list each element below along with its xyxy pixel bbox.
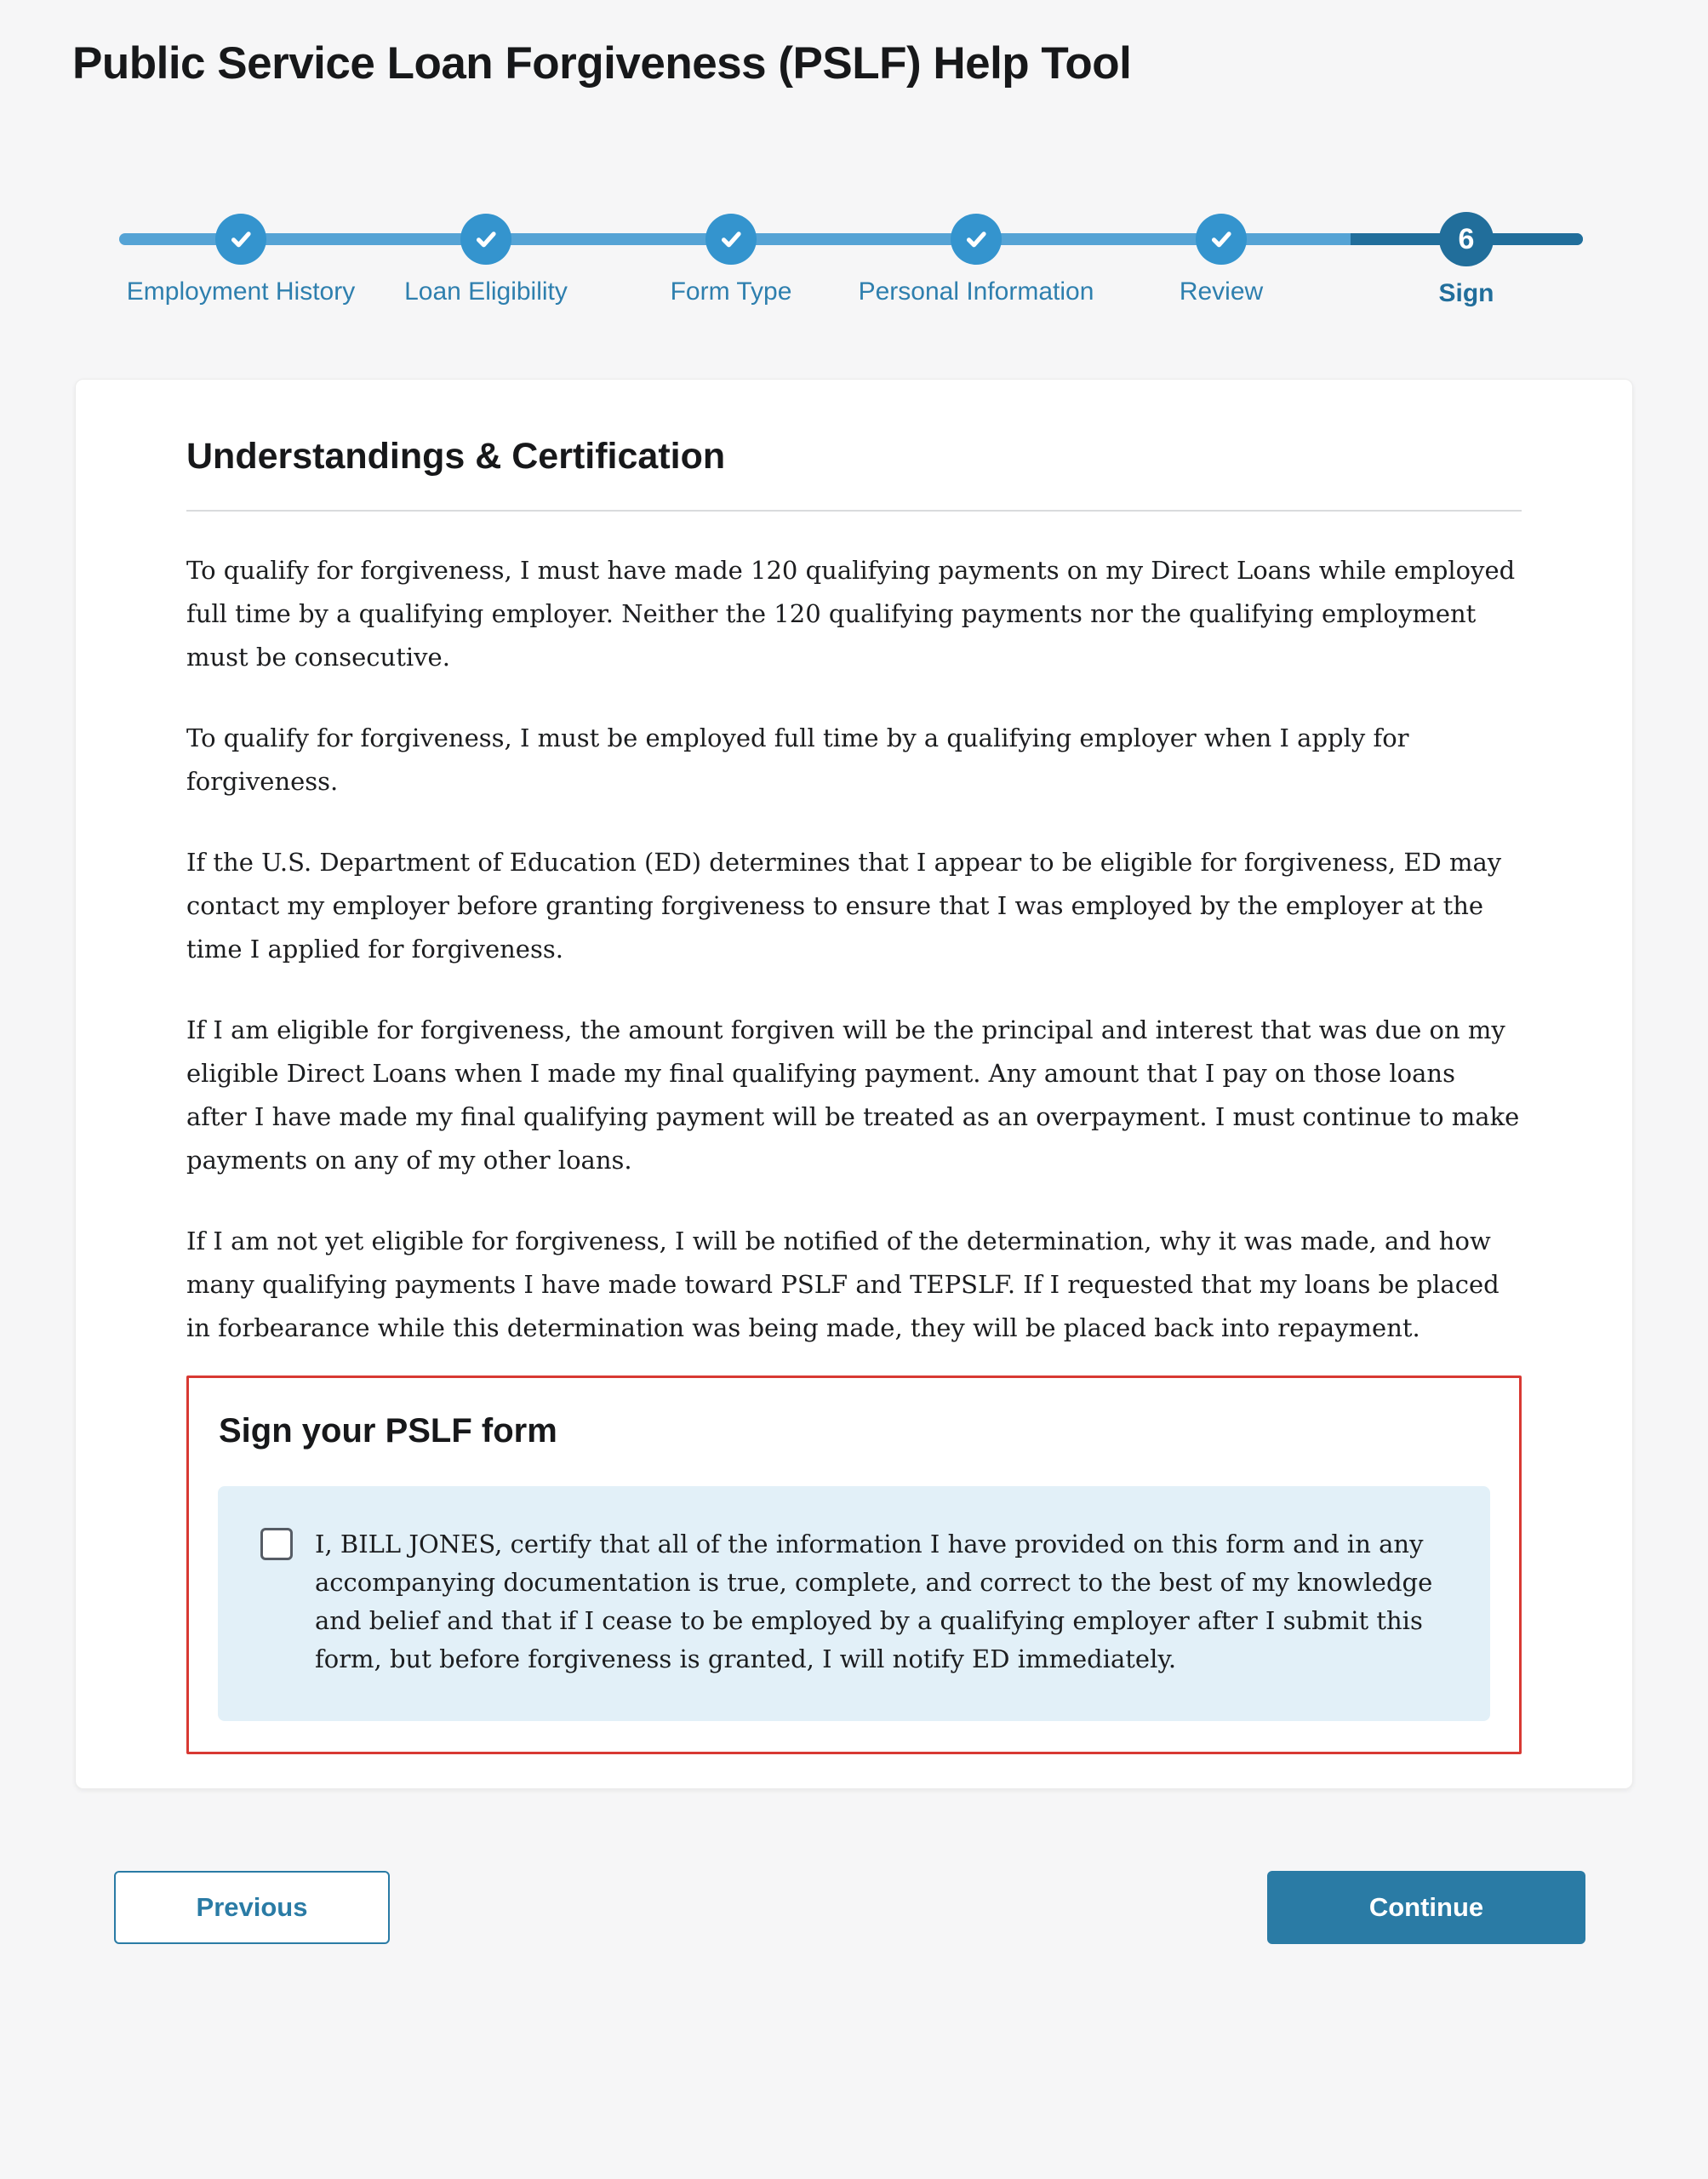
step-current-circle	[1439, 212, 1494, 266]
sign-form-section	[186, 1375, 1522, 1754]
step-complete-circle	[215, 214, 266, 265]
certify-checkbox-label: I, BILL JONES, certify that all of the information I have provided on this form and in any accompanying documentation is true, complete, and correct to the best of my knowledge and belief and that if I cease to be employed by a qualifying employer after I submit this form, but before forgiveness is granted, I will notify ED immediately.	[315, 1530, 1433, 1673]
section-divider	[186, 510, 1522, 512]
certify-checkbox[interactable]	[260, 1528, 293, 1560]
section-heading: Understandings & Certification	[186, 436, 726, 477]
progress-stepper	[75, 214, 1633, 311]
check-icon	[226, 225, 255, 254]
understanding-paragraph: If I am not yet eligible for forgiveness, I will be notified of the determination, why it was made, and how many qualifying payments I have made toward PSLF and TEPSLF. If I requested that my loans be placed in forbearance while this determination was being made, they will be placed back into repayment.	[186, 1227, 1499, 1342]
understanding-paragraph: To qualify for forgiveness, I must have made 120 qualifying payments on my Direct Loans while employed full time by a qualifying employer. Neither the 120 qualifying payments nor the qualifying employment must be consecutive.	[186, 556, 1516, 672]
understanding-paragraph: If the U.S. Department of Education (ED) determines that I appear to be eligible for forgiveness, ED may contact my employer before granting forgiveness to ensure that I was employed by the employer at the time I applied for forgiveness.	[186, 848, 1502, 964]
step-label: Personal Information	[858, 277, 1094, 306]
understanding-paragraph: To qualify for forgiveness, I must be employed full time by a qualifying employer when I apply for forgiveness.	[186, 723, 1409, 796]
check-icon	[962, 225, 991, 254]
step-number: 6	[1458, 222, 1475, 255]
check-icon	[717, 225, 745, 254]
step-label: Loan Eligibility	[404, 277, 568, 306]
step-complete-circle	[705, 214, 757, 265]
step-complete-circle	[1196, 214, 1247, 265]
content-card	[75, 379, 1633, 1789]
understanding-paragraph: If I am eligible for forgiveness, the amount forgiven will be the principal and interest that was due on my eligible Direct Loans when I made my final qualifying payment. Any amount that I pay on those loans after I have made my final qualifying payment will be treated as an overpayment. I must continue to make payments on any of my other loans.	[186, 1015, 1520, 1175]
continue-button[interactable]: Continue	[1267, 1871, 1585, 1944]
previous-button[interactable]: Previous	[114, 1871, 390, 1944]
check-icon	[471, 225, 500, 254]
step-complete-circle	[460, 214, 511, 265]
check-icon	[1207, 225, 1236, 254]
certification-callout	[218, 1486, 1490, 1721]
step-label: Form Type	[670, 277, 792, 306]
step-label: Sign	[1438, 279, 1494, 307]
wizard-footer	[114, 1871, 1585, 1944]
page-title: Public Service Loan Forgiveness (PSLF) Help Tool	[72, 38, 1132, 89]
sign-form-heading: Sign your PSLF form	[219, 1412, 557, 1450]
step-complete-circle	[951, 214, 1002, 265]
step-sign-current	[1322, 214, 1611, 308]
step-label: Review	[1179, 277, 1264, 306]
step-label: Employment History	[126, 277, 356, 306]
